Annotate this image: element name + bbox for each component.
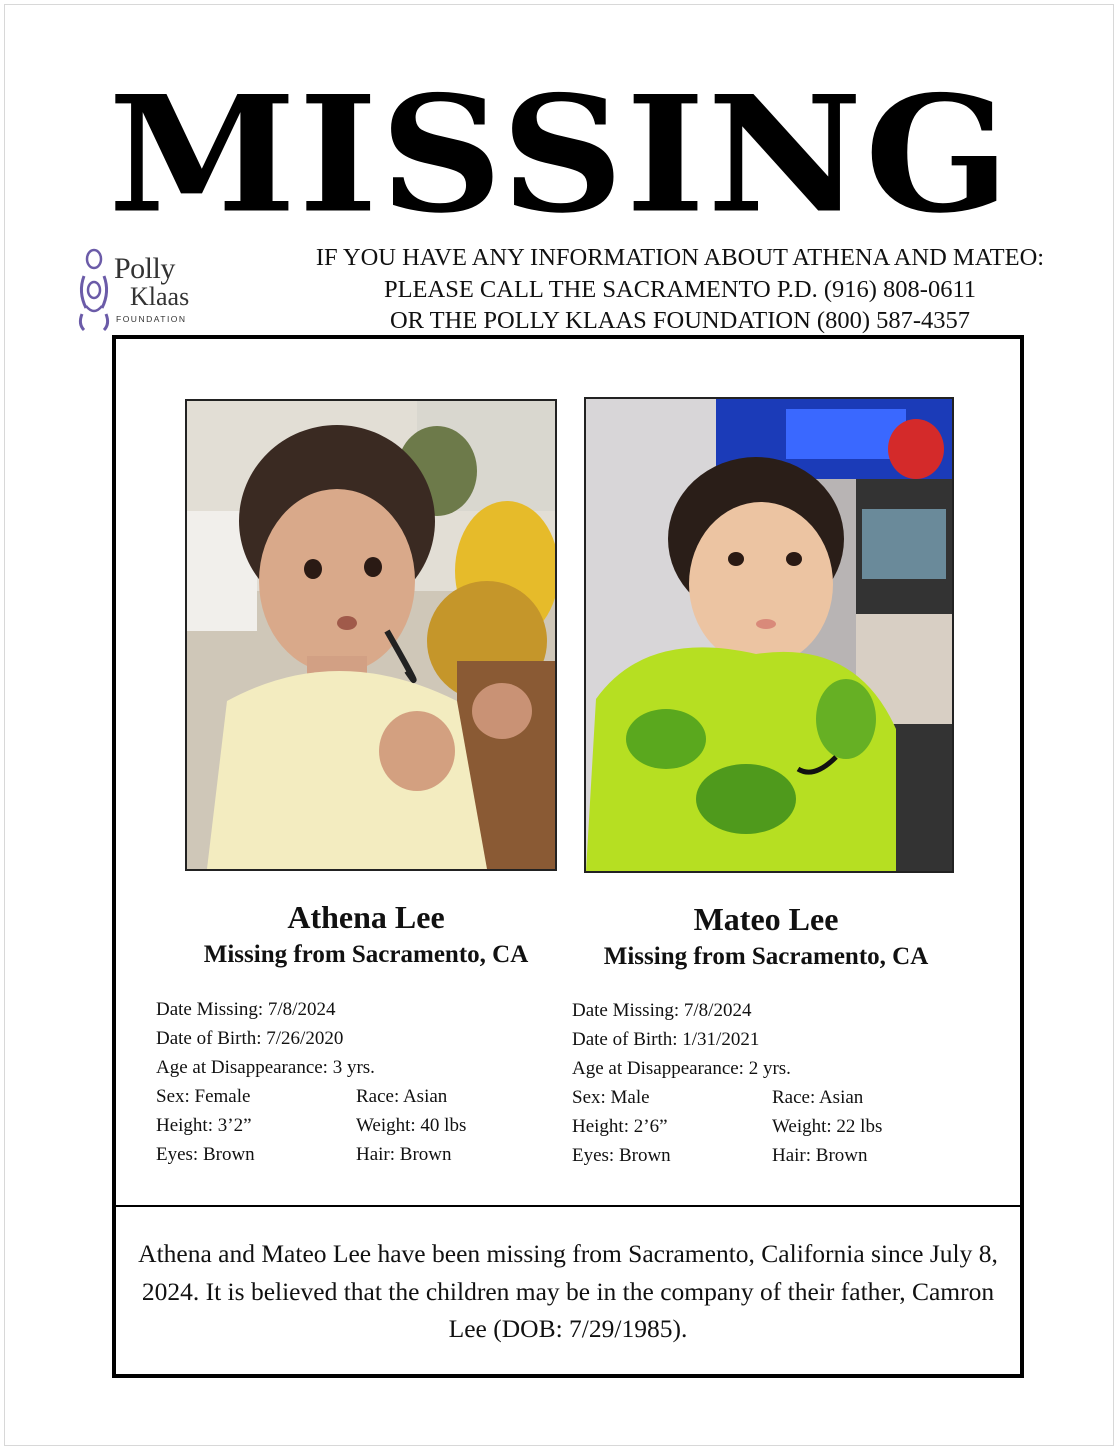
hair: Hair: Brown: [356, 1144, 452, 1165]
weight: Weight: 40 lbs: [356, 1115, 467, 1136]
date-of-birth: Date of Birth: 7/26/2020: [156, 1028, 344, 1049]
mateo-photo: [584, 397, 954, 873]
eyes: Eyes: Brown: [156, 1144, 255, 1165]
info-line: PLEASE CALL THE SACRAMENTO P.D. (916) 808-0611: [383, 275, 977, 303]
athena-name: Athena Lee: [287, 899, 445, 935]
divider: [116, 1205, 1020, 1207]
info-line: IF YOU HAVE ANY INFORMATION ABOUT ATHENA AND MATEO:: [315, 244, 1045, 271]
headline: MISSING: [108, 61, 1012, 249]
age-at-disappearance: Age at Disappearance: 3 yrs.: [156, 1057, 375, 1078]
age-at-disappearance: Age at Disappearance: 2 yrs.: [572, 1058, 791, 1079]
date-of-birth: Date of Birth: 1/31/2021: [572, 1029, 760, 1050]
hair: Hair: Brown: [772, 1145, 868, 1166]
athena-location: Missing from Sacramento, CA: [203, 941, 529, 968]
height: Height: 2’6”: [572, 1116, 668, 1137]
mateo-location: Missing from Sacramento, CA: [603, 943, 929, 970]
info-line: OR THE POLLY KLAAS FOUNDATION (800) 587-4357: [389, 307, 971, 334]
sex: Sex: Male: [572, 1087, 650, 1108]
mateo-facts: [572, 996, 972, 1170]
date-missing: Date Missing: 7/8/2024: [156, 999, 336, 1020]
athena-photo: [185, 399, 557, 871]
athena-header: [156, 897, 576, 973]
weight: Weight: 22 lbs: [772, 1116, 883, 1137]
logo-foundation-text: FOUNDATION: [116, 314, 187, 324]
race: Race: Asian: [356, 1086, 448, 1107]
sex: Sex: Female: [156, 1086, 251, 1107]
eyes: Eyes: Brown: [572, 1145, 671, 1166]
summary-text: Athena and Mateo Lee have been missing from Sacramento, California since July 8, 2024. It is believed that the children may be in the company of their father, Camron Lee (DOB: 7/29/1985).: [138, 1239, 998, 1343]
contact-info: [160, 242, 1120, 337]
logo-klaas-text: Klaas: [130, 282, 190, 311]
athena-facts: [156, 995, 556, 1169]
date-missing: Date Missing: 7/8/2024: [572, 1000, 752, 1021]
mateo-name: Mateo Lee: [693, 901, 839, 937]
race: Race: Asian: [772, 1087, 864, 1108]
poster-frame: [112, 335, 1024, 1378]
height: Height: 3’2”: [156, 1115, 252, 1136]
figures-icon: [74, 244, 114, 334]
mateo-header: [556, 899, 976, 975]
logo-polly-text: Polly: [114, 252, 175, 285]
